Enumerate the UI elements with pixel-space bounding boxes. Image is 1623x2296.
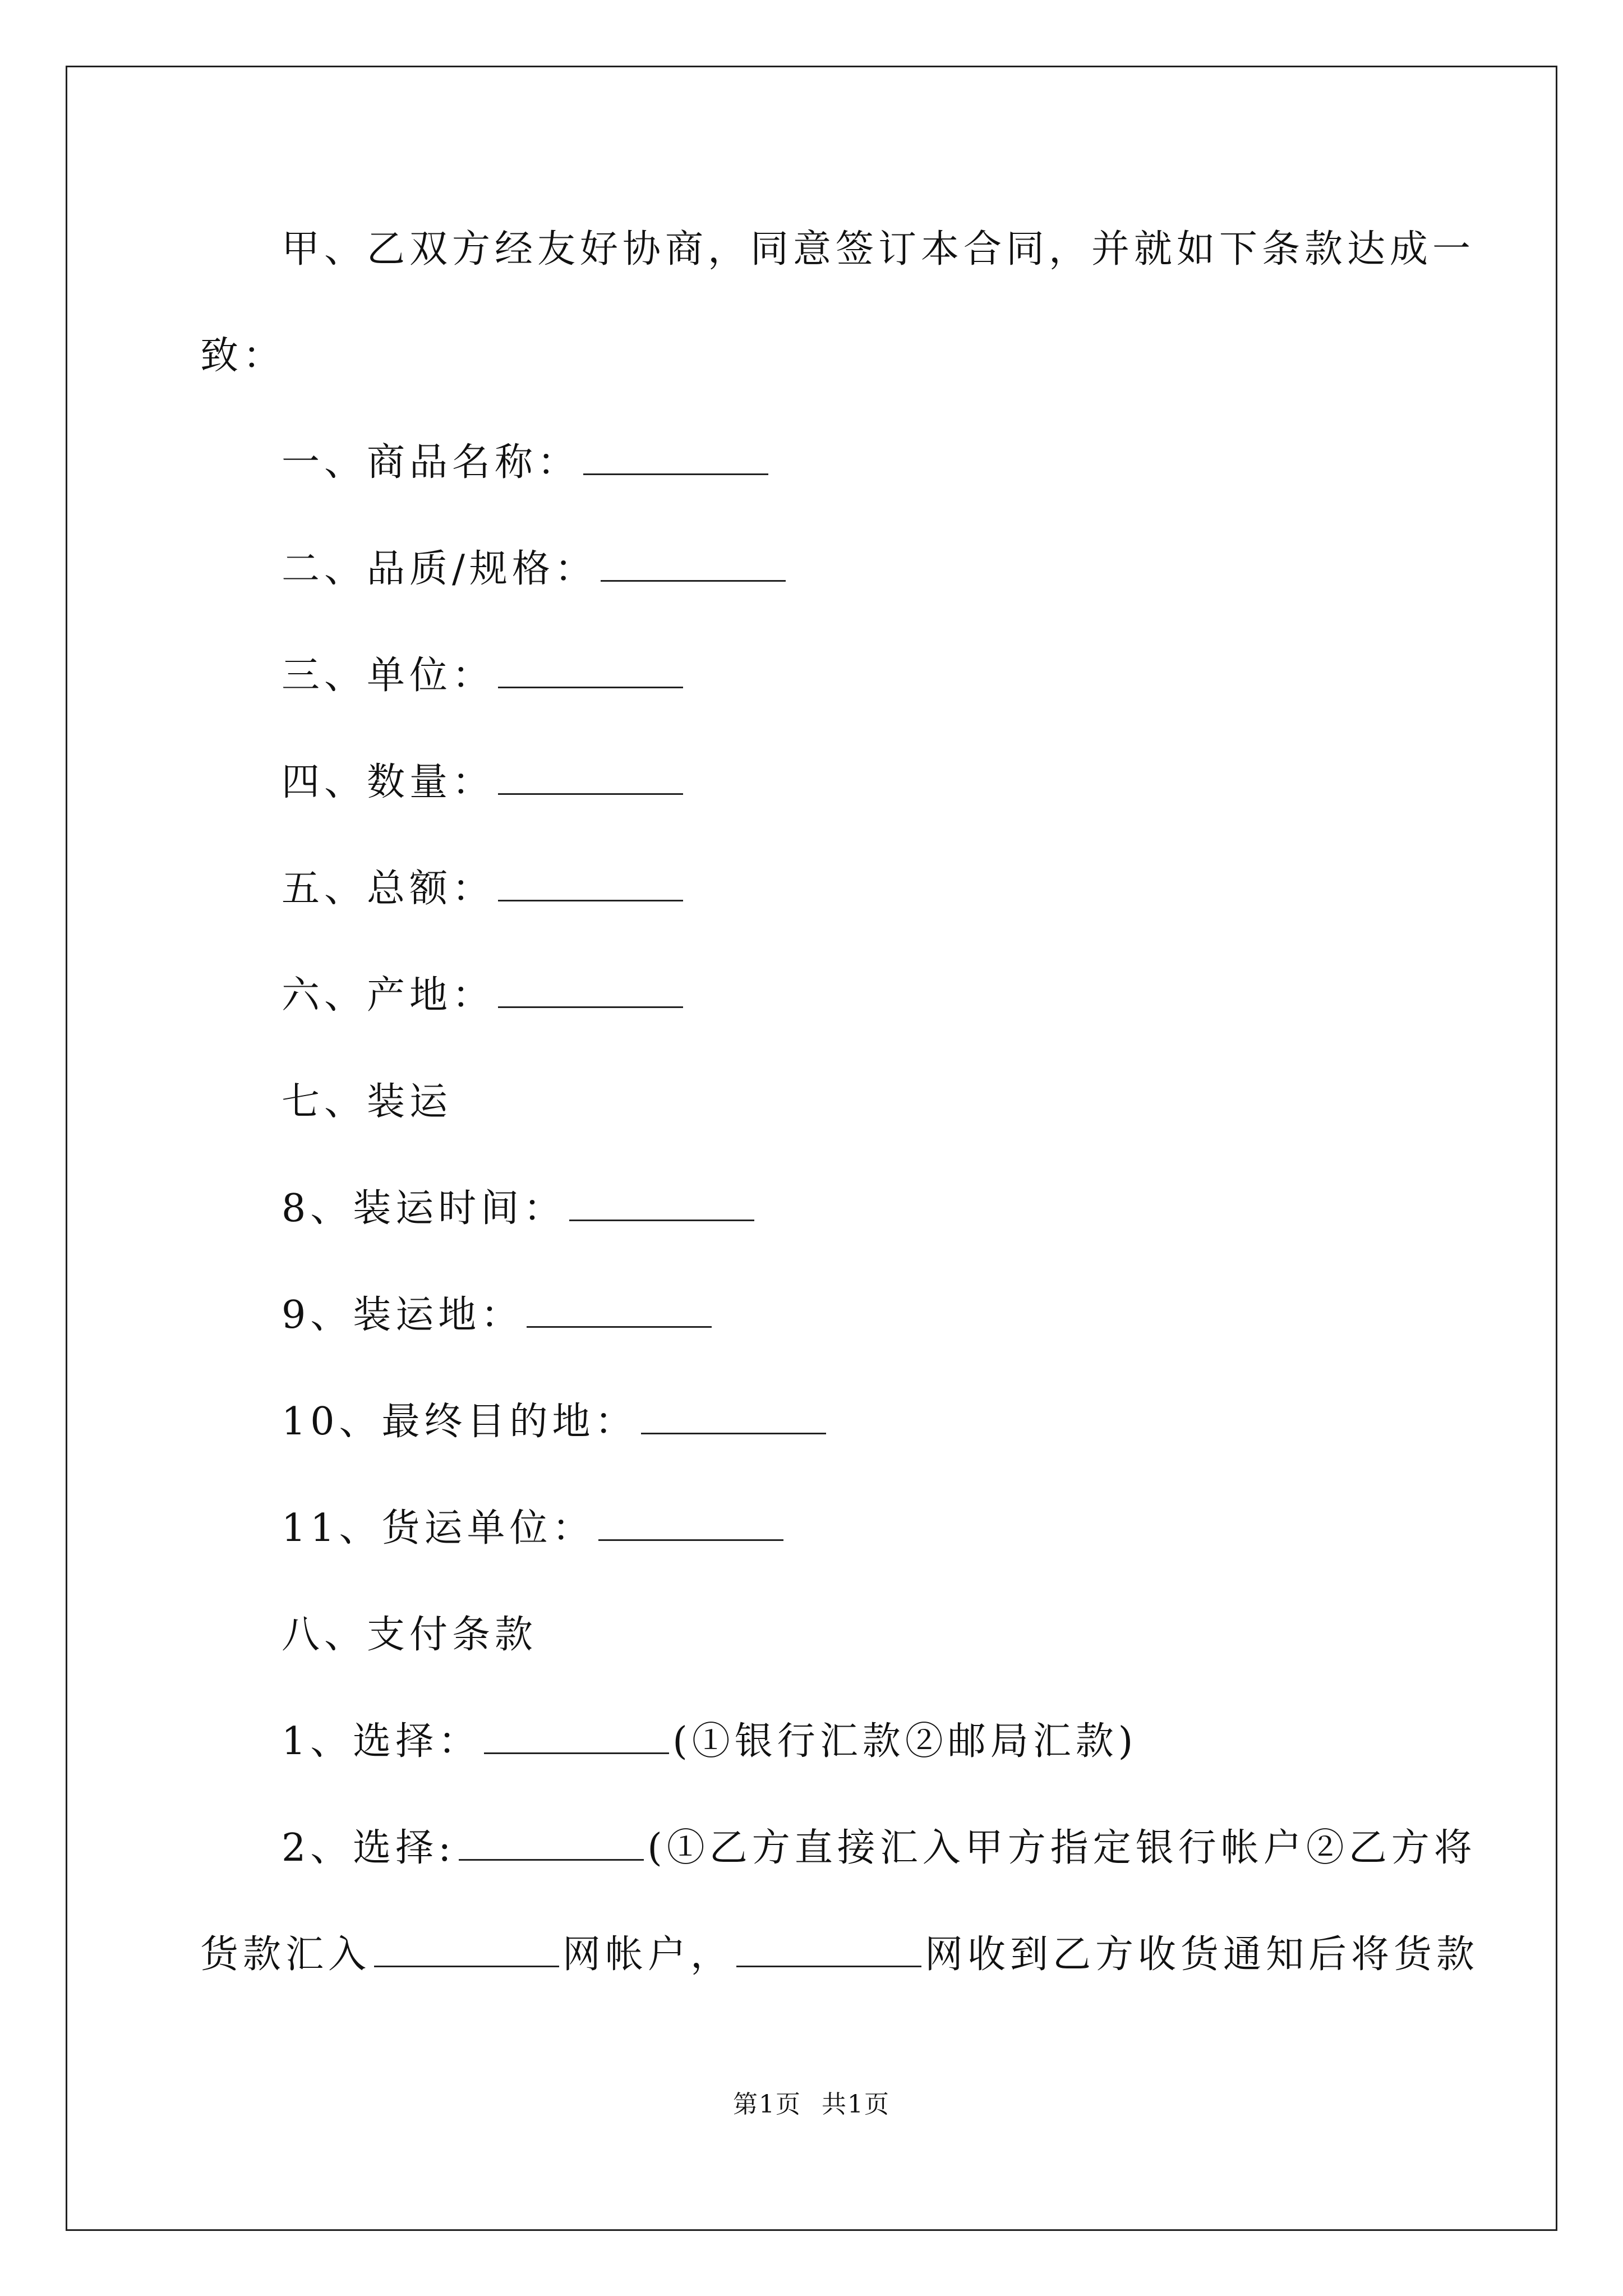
shipping-time-blank[interactable] [569, 1186, 754, 1221]
item-unit-label: 三、单位： [282, 654, 495, 698]
choice-2-line-2-b: 网帐户， [562, 1932, 734, 1977]
item-choice-2 [282, 1820, 1477, 1876]
choice-2-blank[interactable] [459, 1825, 644, 1861]
shipping-place-blank[interactable] [527, 1292, 712, 1328]
page-frame [66, 66, 1557, 2231]
item-quality-spec [282, 541, 789, 597]
item-goods-name-label: 一、商品名称： [282, 440, 580, 485]
destination-blank[interactable] [641, 1399, 826, 1434]
item-total [282, 861, 686, 917]
intro-line-1: 甲、乙双方经友好协商，同意签订本合同，并就如下条款达成一 [282, 227, 1476, 272]
item-origin-label: 六、产地： [282, 973, 495, 1018]
choice-2-label: 2、选择: [282, 1826, 456, 1870]
page-footer [0, 2084, 1623, 2120]
item-destination [282, 1394, 829, 1450]
choice-1-label: 1、选择： [282, 1719, 481, 1764]
item-shipping-place [282, 1287, 715, 1343]
choice-1-blank[interactable] [484, 1719, 669, 1754]
choice-2-line-2-c: 网收到乙方收货通知后将货款 [925, 1932, 1479, 1977]
choice-2-network-blank[interactable] [736, 1932, 921, 1967]
carrier-blank[interactable] [598, 1506, 783, 1541]
item-destination-label: 10、最终目的地： [282, 1400, 638, 1444]
choice-1-options: (①银行汇款②邮局汇款) [672, 1719, 1138, 1764]
item-shipping-time [282, 1181, 758, 1237]
item-choice-1 [282, 1714, 1137, 1770]
item-carrier-label: 11、货运单位： [282, 1506, 595, 1550]
quantity-blank[interactable] [498, 760, 683, 795]
quality-spec-blank[interactable] [601, 546, 786, 582]
shipping-heading: 七、装运 [282, 1080, 453, 1124]
goods-name-blank[interactable] [583, 440, 768, 475]
payment-heading: 八、支付条款 [282, 1613, 538, 1657]
intro-line-2: 致： [200, 334, 286, 378]
choice-2-options: (①乙方直接汇入甲方指定银行帐户②乙方将 [647, 1826, 1477, 1870]
item-origin [282, 968, 686, 1024]
item-quantity [282, 754, 686, 811]
item-total-label: 五、总额： [282, 867, 495, 911]
choice-2-bank-blank[interactable] [374, 1932, 559, 1967]
item-unit [282, 648, 686, 704]
item-quality-spec-label: 二、品质/规格： [282, 547, 597, 591]
item-choice-2-line-2 [200, 1927, 1479, 1983]
unit-blank[interactable] [498, 653, 683, 688]
origin-blank[interactable] [498, 973, 683, 1008]
total-pages: 共1页 [822, 2090, 890, 2119]
total-blank[interactable] [498, 866, 683, 901]
page-number: 第1页 [733, 2090, 801, 2119]
item-shipping-place-label: 9、装运地： [282, 1293, 524, 1337]
item-carrier [282, 1501, 787, 1557]
item-goods-name [282, 435, 772, 491]
item-shipping-time-label: 8、装运时间： [282, 1186, 566, 1231]
choice-2-line-2-a: 货款汇入 [200, 1932, 371, 1977]
item-quantity-label: 四、数量： [282, 760, 495, 804]
